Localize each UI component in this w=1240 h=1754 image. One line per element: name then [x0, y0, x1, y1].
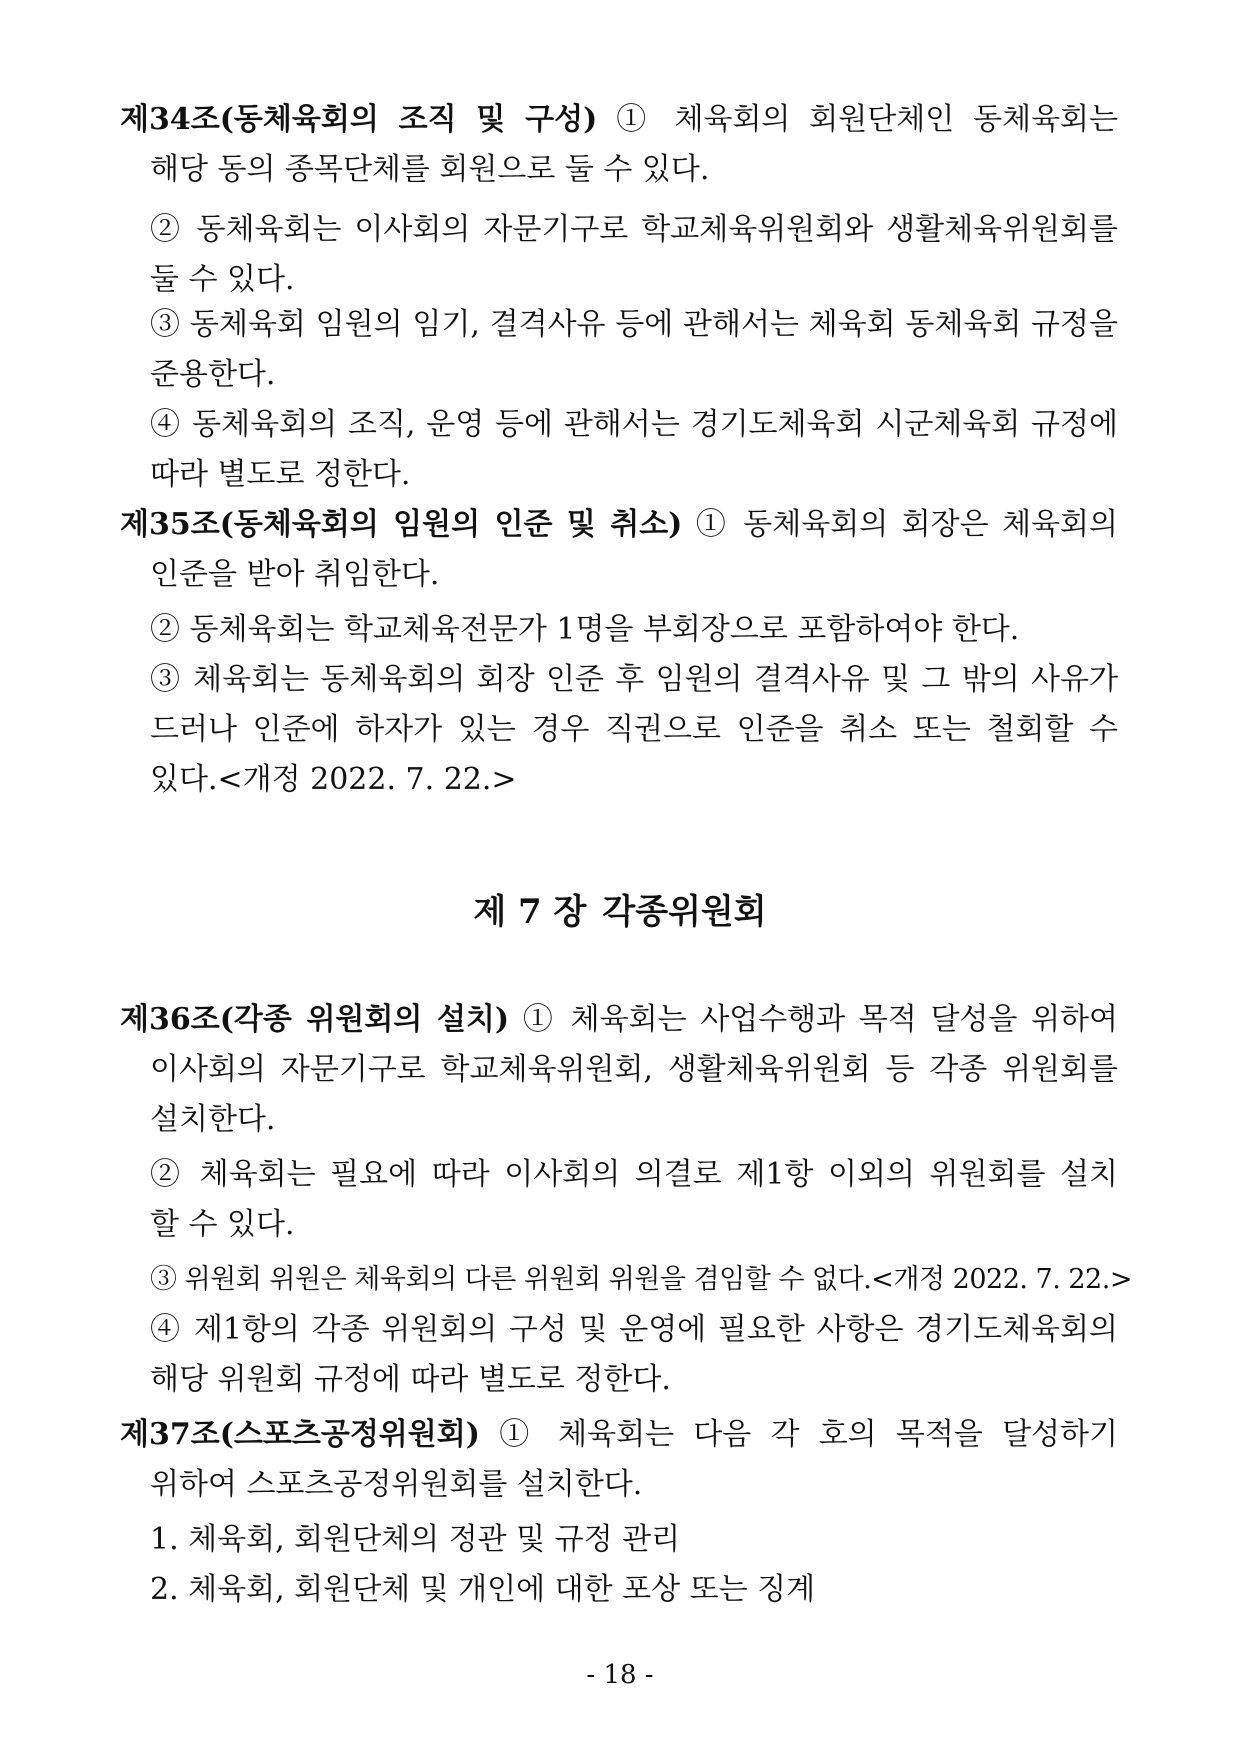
article-34-line: ③ 동체육회 임원의 임기, 결격사유 등에 관해서는 체육회 동체육회 규정을: [150, 307, 1118, 342]
article-37-line: 위하여 스포츠공정위원회를 설치한다.: [150, 1467, 643, 1502]
article-34-line: ② 동체육회는 이사회의 자문기구로 학교체육위원회와 생활체육위원회를: [150, 212, 1118, 247]
article-36-line: ② 체육회는 필요에 따라 이사회의 의결로 제1항 이외의 위원회를 설치: [150, 1157, 1118, 1192]
article-36-line: 이사회의 자문기구로 학교체육위원회, 생활체육위원회 등 각종 위원회를: [150, 1052, 1118, 1087]
article-35-line: 인준을 받아 취임한다.: [150, 557, 440, 592]
article-34-line: ④ 동체육회의 조직, 운영 등에 관해서는 경기도체육회 시군체육회 규정에: [150, 407, 1118, 442]
article-35-line: ② 동체육회는 학교체육전문가 1명을 부회장으로 포함하여야 한다.: [150, 612, 1020, 647]
article-36-line: 설치한다.: [150, 1102, 276, 1137]
article-36-line: ③ 위원회 위원은 체육회의 다른 위원회 위원을 겸임할 수 없다.<개정 2022. 7. 22.>: [150, 1264, 1132, 1295]
article-37-line: 2. 체육회, 회원단체 및 개인에 대한 포상 또는 징계: [150, 1572, 816, 1607]
chapter-title: 각종위원회: [602, 892, 767, 932]
page-number: - 18 -: [586, 1660, 654, 1690]
article-35-line: ③ 체육회는 동체육회의 회장 인준 후 임원의 결격사유 및 그 밖의 사유가: [150, 662, 1118, 697]
article-37-first-line: [120, 1415, 1118, 1455]
chapter-number: 제 7 장: [473, 892, 587, 932]
article-35-title: 제35조(동체육회의 임원의 인준 및 취소): [120, 507, 683, 542]
article-36-line: ④ 제1항의 각종 위원회의 구성 및 운영에 필요한 사항은 경기도체육회의: [150, 1312, 1118, 1347]
article-35-clause-1-start: ① 동체육회의 회장은 체육회의: [695, 507, 1118, 542]
article-35-line: 있다.<개정 2022. 7. 22.>: [150, 762, 517, 797]
article-35-line: 드러나 인준에 하자가 있는 경우 직권으로 인준을 취소 또는 철회할 수: [150, 712, 1118, 747]
article-34-line: 따라 별도로 정한다.: [150, 457, 411, 492]
article-36-line: 할 수 있다.: [150, 1207, 295, 1242]
article-36-first-line: [120, 1000, 1118, 1040]
article-37-title: 제37조(스포츠공정위원회): [120, 1417, 480, 1452]
article-37-line: 1. 체육회, 회원단체의 정관 및 규정 관리: [150, 1522, 681, 1557]
article-34-line: 준용한다.: [150, 357, 276, 392]
article-34-line: 해당 동의 종목단체를 회원으로 둘 수 있다.: [150, 152, 710, 187]
article-36-clause-1-start: ① 체육회는 사업수행과 목적 달성을 위하여: [522, 1002, 1119, 1037]
article-37-clause-1-start: ① 체육회는 다음 각 호의 목적을 달성하기: [499, 1417, 1118, 1452]
article-34-title: 제34조(동체육회의 조직 및 구성): [120, 102, 598, 137]
article-35-first-line: [120, 505, 1118, 545]
chapter-heading: [0, 890, 1240, 934]
article-34-line: 둘 수 있다.: [150, 262, 295, 297]
article-36-line: 해당 위원회 규정에 따라 별도로 정한다.: [150, 1362, 671, 1397]
article-34-first-line: [120, 100, 1118, 140]
article-36-title: 제36조(각종 위원회의 설치): [120, 1002, 510, 1037]
article-34-clause-1-start: ① 체육회의 회원단체인 동체육회는: [616, 102, 1119, 137]
